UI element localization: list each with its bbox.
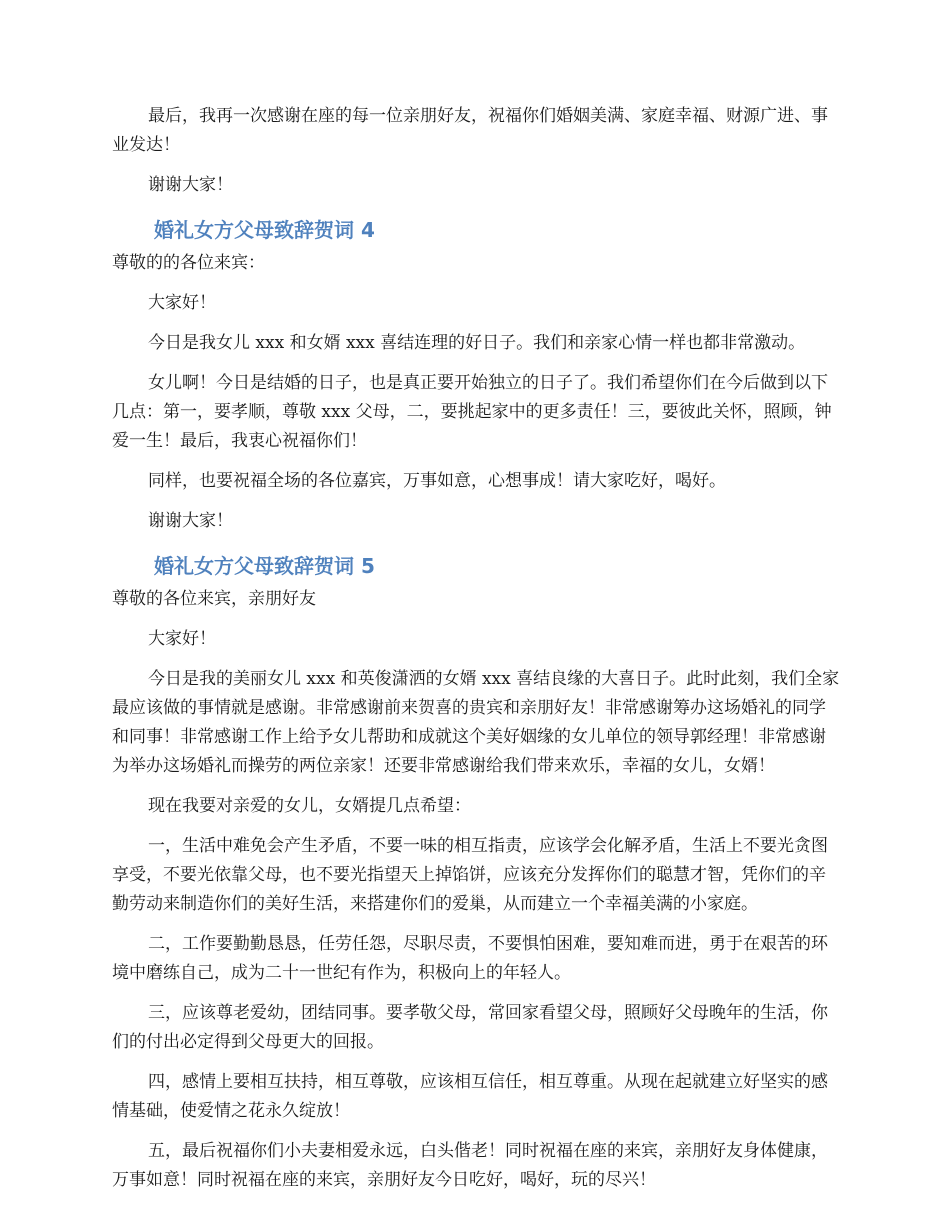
- paragraph: 今日是我的美丽女儿 xxx 和英俊潇洒的女婿 xxx 喜结良缘的大喜日子。此时此刻，我们全家最应该做的事情就是感谢。非常感谢前来贺喜的贵宾和亲朋好友！非常感谢筹办这场婚礼的同学和同事！非常感谢工作上给予女儿帮助和成就这个美好姻缘的女儿单位的领导郭经理！非常感谢为举办这场婚礼而操劳的两位亲家！还要非常感谢给我们带来欢乐，幸福的女儿，女婿！: [112, 669, 840, 776]
- paragraph: 四，感情上要相互扶持，相互尊敬，应该相互信任，相互尊重。从现在起就建立好坚实的感情基础，使爱情之花永久绽放！: [112, 1072, 828, 1121]
- paragraph: 女儿啊！今日是结婚的日子，也是真正要开始独立的日子了。我们希望你们在今后做到以下几点：第一，要孝顺，尊敬 xxx 父母，二，要挑起家中的更多责任！三，要彼此关怀，照顾，钟爱一生！最后，我衷心祝福你们！: [112, 373, 832, 451]
- paragraph: 今日是我女儿 xxx 和女婿 xxx 喜结连理的好日子。我们和亲家心情一样也都非常激动。: [148, 333, 806, 353]
- salutation: 尊敬的的各位来宾：: [112, 253, 265, 273]
- paragraph: 同样，也要祝福全场的各位嘉宾，万事如意，心想事成！请大家吃好，喝好。: [148, 471, 726, 491]
- paragraph: 大家好！: [148, 629, 216, 649]
- section-heading: 婚礼女方父母致辞贺词 5: [154, 554, 375, 578]
- document-page: [112, 102, 840, 1206]
- paragraph: 大家好！: [148, 293, 216, 313]
- section-heading: 婚礼女方父母致辞贺词 4: [154, 218, 375, 242]
- paragraph: 最后，我再一次感谢在座的每一位亲朋好友，祝福你们婚姻美满、家庭幸福、财源广进、事业发达！: [112, 106, 828, 155]
- paragraph: 谢谢大家！: [148, 511, 233, 531]
- salutation: 尊敬的各位来宾，亲朋好友: [112, 589, 316, 609]
- paragraph: 现在我要对亲爱的女儿，女婿提几点希望：: [148, 796, 471, 816]
- paragraph: 谢谢大家！: [148, 175, 233, 195]
- paragraph: 五，最后祝福你们小夫妻相爱永远，白头偕老！同时祝福在座的来宾，亲朋好友身体健康，万事如意！同时祝福在座的来宾，亲朋好友今日吃好，喝好，玩的尽兴！: [112, 1141, 828, 1190]
- paragraph: 二，工作要勤勤恳恳，任劳任怨，尽职尽责，不要惧怕困难，要知难而进，勇于在艰苦的环境中磨练自己，成为二十一世纪有作为，积极向上的年轻人。: [112, 934, 828, 983]
- paragraph: 一，生活中难免会产生矛盾，不要一味的相互指责，应该学会化解矛盾，生活上不要光贪图享受，不要光依靠父母，也不要光指望天上掉馅饼，应该充分发挥你们的聪慧才智，凭你们的辛勤劳动来制造你们的美好生活，来搭建你们的爱巢，从而建立一个幸福美满的小家庭。: [112, 836, 828, 914]
- paragraph: 三，应该尊老爱幼，团结同事。要孝敬父母，常回家看望父母，照顾好父母晚年的生活，你们的付出必定得到父母更大的回报。: [112, 1003, 828, 1052]
